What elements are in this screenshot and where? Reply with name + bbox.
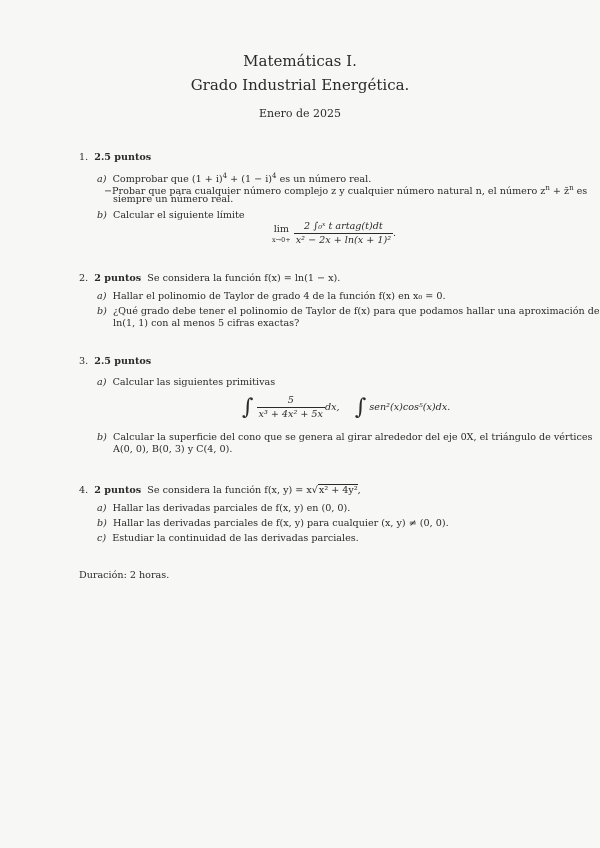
q1-part-a-line2: −Probar que para cualquier número complejo z y cualquier número natural n, el número $z^n$ + z̄$^n$ es bbox=[104, 184, 588, 197]
question-number: 1. bbox=[79, 152, 89, 163]
q1-part-b: b) Calcular el siguiente límite bbox=[97, 210, 245, 221]
exam-duration: Duración: 2 horas. bbox=[79, 570, 170, 581]
q2-part-b-line2: ln(1, 1) con al menos 5 cifras exactas? bbox=[113, 318, 300, 329]
q1-limit-formula: lim x→0+ $\frac{\text{2 ∫₀ˣ t artag(t)dt}}{\text{x² − 2x + ln(x + 1)²}}$ . bbox=[272, 221, 397, 246]
q1-a-text: Comprobar que $(1 + i)^4 + (1 - i)^4$ es un número real. bbox=[112, 172, 372, 185]
q4-part-b: b) Hallar las derivadas parciales de f(x, y) para cualquier (x, y) ≠ (0, 0). bbox=[97, 518, 449, 529]
q1-part-a-line3: siempre un número real. bbox=[113, 194, 234, 205]
exam-date: Enero de 2025 bbox=[258, 107, 342, 120]
q2-part-b-line1: b) ¿Qué grado debe tener el polinomio de Taylor de f(x) para que podamos hallar una aproximación de bbox=[97, 306, 600, 317]
q4-part-c: c) Estudiar la continuidad de las derivadas parciales. bbox=[97, 533, 359, 544]
q2-part-a: a) Hallar el polinomio de Taylor de grado 4 de la función f(x) en x₀ = 0. bbox=[97, 291, 446, 302]
question-4-header: 4. 2 puntos Se considera la función f(x, y) = x√x² + 4y², bbox=[79, 485, 361, 496]
q3-part-b-line2: A(0, 0), B(0, 3) y C(4, 0). bbox=[113, 444, 233, 455]
q3-part-a: a) Calcular las siguientes primitivas bbox=[97, 377, 276, 388]
course-title: Matemáticas I. bbox=[243, 52, 357, 70]
question-2-header: 2. 2 puntos Se considera la función f(x) = ln(1 − x). bbox=[79, 273, 341, 284]
part-label: a) bbox=[97, 174, 107, 185]
question-3-header: 3. 2.5 puntos bbox=[79, 356, 152, 367]
question-1-header bbox=[79, 152, 151, 164]
degree-title: Grado Industrial Energética. bbox=[190, 76, 410, 94]
q4-part-a: a) Hallar las derivadas parciales de f(x, y) en (0, 0). bbox=[97, 503, 351, 514]
question-points: 2.5 puntos bbox=[94, 152, 152, 163]
q3-part-b-line1: b) Calcular la superficie del cono que se genera al girar alrededor del eje 0X, el triángulo de vértices bbox=[97, 432, 593, 443]
q3-integrals: ∫ $\frac{5}{\text{x³ + 4x² + 5x}}$ dx, ∫ sen²(x)cos⁵(x)dx. bbox=[242, 395, 451, 420]
